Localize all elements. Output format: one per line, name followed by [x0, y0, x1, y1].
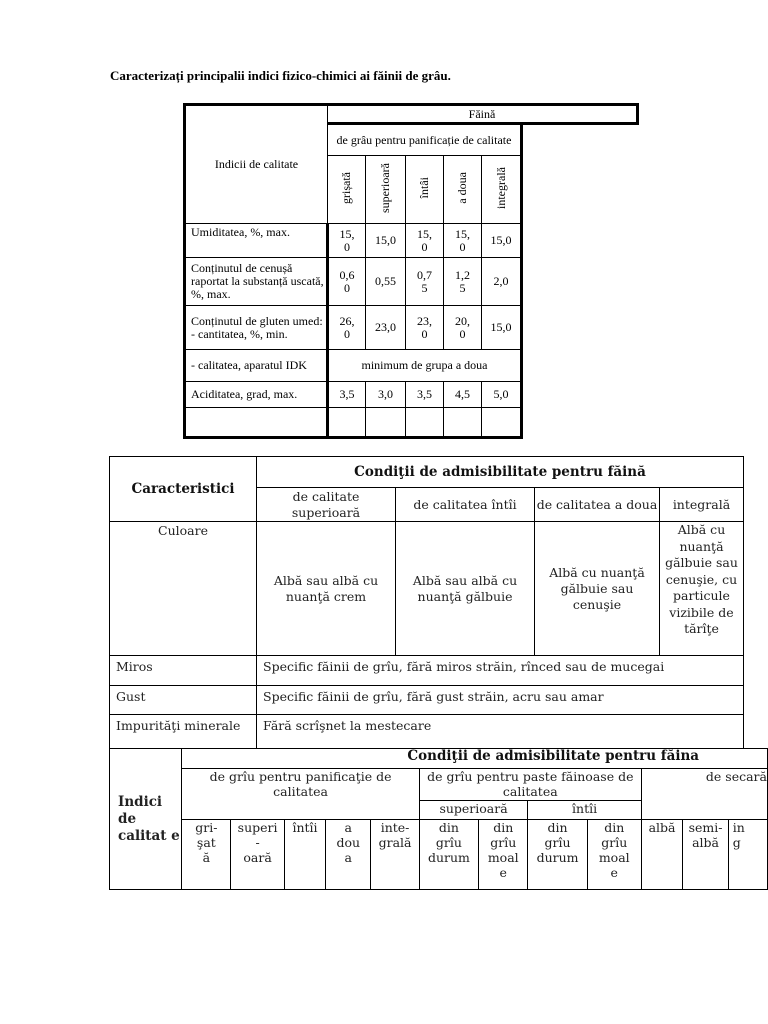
table-cell: 0,6 0: [328, 258, 366, 306]
grau-panificatie-header: de grîu pentru panificaţie de calitatea: [182, 769, 419, 820]
col-intai: de calitatea întîi: [396, 488, 535, 522]
table-cell: Fără scrîşnet la mestecare: [257, 715, 744, 749]
col-a-doua: a dou a: [326, 820, 371, 890]
conditii-header: Condiţii de admisibilitate pentru făină: [257, 457, 744, 488]
col-moale-intai: din grîu moal e: [587, 820, 641, 890]
col-integrala-secara: in g: [728, 820, 767, 890]
table-cell: 23,0: [366, 306, 406, 350]
table-cell: 3,5: [406, 382, 444, 408]
table-cell: 15,0: [482, 306, 522, 350]
indici-header: Indici de calitat e: [110, 749, 182, 890]
quality-indices-table: [183, 103, 639, 439]
col-intai: întîi: [284, 820, 325, 890]
table-cell: Albă cu nuanţă gălbuie sau cenuşie: [535, 522, 660, 656]
col-a-doua: a doua: [444, 156, 482, 224]
row-label: Umiditatea, %, max.: [185, 224, 328, 258]
col-grisata: grișată: [328, 156, 366, 224]
table-cell: 15, 0: [406, 224, 444, 258]
row-label: Gust: [110, 686, 257, 715]
col-durum-intai: din grîu durum: [528, 820, 587, 890]
caracteristici-header: Caracteristici: [110, 457, 257, 522]
col-grisata: gri- şat ă: [182, 820, 231, 890]
col-moale-superioara: din grîu moal e: [479, 820, 528, 890]
table-cell: 15, 0: [328, 224, 366, 258]
grau-paste-header: de grîu pentru paste făinoase de calitatea: [419, 769, 641, 801]
col-integrala: integrală: [482, 156, 522, 224]
col-alba: albă: [641, 820, 682, 890]
table-cell: 1,2 5: [444, 258, 482, 306]
col-superioara: superioară: [366, 156, 406, 224]
table-cell: Specific făinii de grîu, fără miros străin, rînced sau de mucegai: [257, 656, 744, 686]
page-title: Caracterizați principalii indici fizico-chimici ai făinii de grâu.: [110, 68, 451, 83]
table-cell: 20, 0: [444, 306, 482, 350]
row-label: Conținutul de cenușă raportat la substanță uscată, %, max.: [185, 258, 328, 306]
table-cell: 15,0: [366, 224, 406, 258]
col-integrala: inte- grală: [371, 820, 419, 890]
row-label: - calitatea, aparatul IDK: [185, 350, 328, 382]
row-label: Aciditatea, grad, max.: [185, 382, 328, 408]
table-cell: Albă sau albă cu nuanţă gălbuie: [396, 522, 535, 656]
table-cell: 4,5: [444, 382, 482, 408]
table-cell: 15,0: [482, 224, 522, 258]
table-cell: 3,5: [328, 382, 366, 408]
table-cell: 0,7 5: [406, 258, 444, 306]
col-a-doua: de calitatea a doua: [535, 488, 660, 522]
organoleptic-table: [109, 456, 744, 749]
table-cell: 2,0: [482, 258, 522, 306]
col-durum-superioara: din grîu durum: [419, 820, 478, 890]
col-semialba: semi- albă: [683, 820, 729, 890]
table-cell: 0,55: [366, 258, 406, 306]
table-cell: 26, 0: [328, 306, 366, 350]
admissibility-table: [109, 748, 768, 890]
culoare-label: Culoare: [110, 522, 257, 656]
faina-header: Făină: [328, 105, 638, 124]
table-cell: Albă cu nuanţă gălbuie sau cenuşie, cu particule vizibile de tărîţe: [660, 522, 744, 656]
admissibility-table-wrapper: [109, 748, 768, 890]
grau-panificatie-header: de grâu pentru panificație de calitate: [328, 124, 522, 156]
intai-header: întîi: [528, 801, 641, 820]
secara-header: de secară: [641, 769, 767, 820]
row-label: Conținutul de gluten umed: - cantitatea, %, min.: [185, 306, 328, 350]
table-cell: Albă sau albă cu nuanţă crem: [257, 522, 396, 656]
conditii-header: Condiţii de admisibilitate pentru făina: [182, 749, 768, 769]
table-cell: 3,0: [366, 382, 406, 408]
col-superioara: de calitate superioară: [257, 488, 396, 522]
table-cell: 23, 0: [406, 306, 444, 350]
superioara-header: superioară: [419, 801, 528, 820]
row-label: Miros: [110, 656, 257, 686]
table-cell: Specific făinii de grîu, fără gust străin, acru sau amar: [257, 686, 744, 715]
table-cell: 5,0: [482, 382, 522, 408]
col-superioara: superi - oară: [231, 820, 284, 890]
col-integrala: integrală: [660, 488, 744, 522]
indici-header: Indicii de calitate: [185, 105, 328, 224]
table-cell: 15, 0: [444, 224, 482, 258]
row-label: Impurităţi minerale: [110, 715, 257, 749]
merged-cell: minimum de grupa a doua: [328, 350, 522, 382]
col-intai: întâi: [406, 156, 444, 224]
